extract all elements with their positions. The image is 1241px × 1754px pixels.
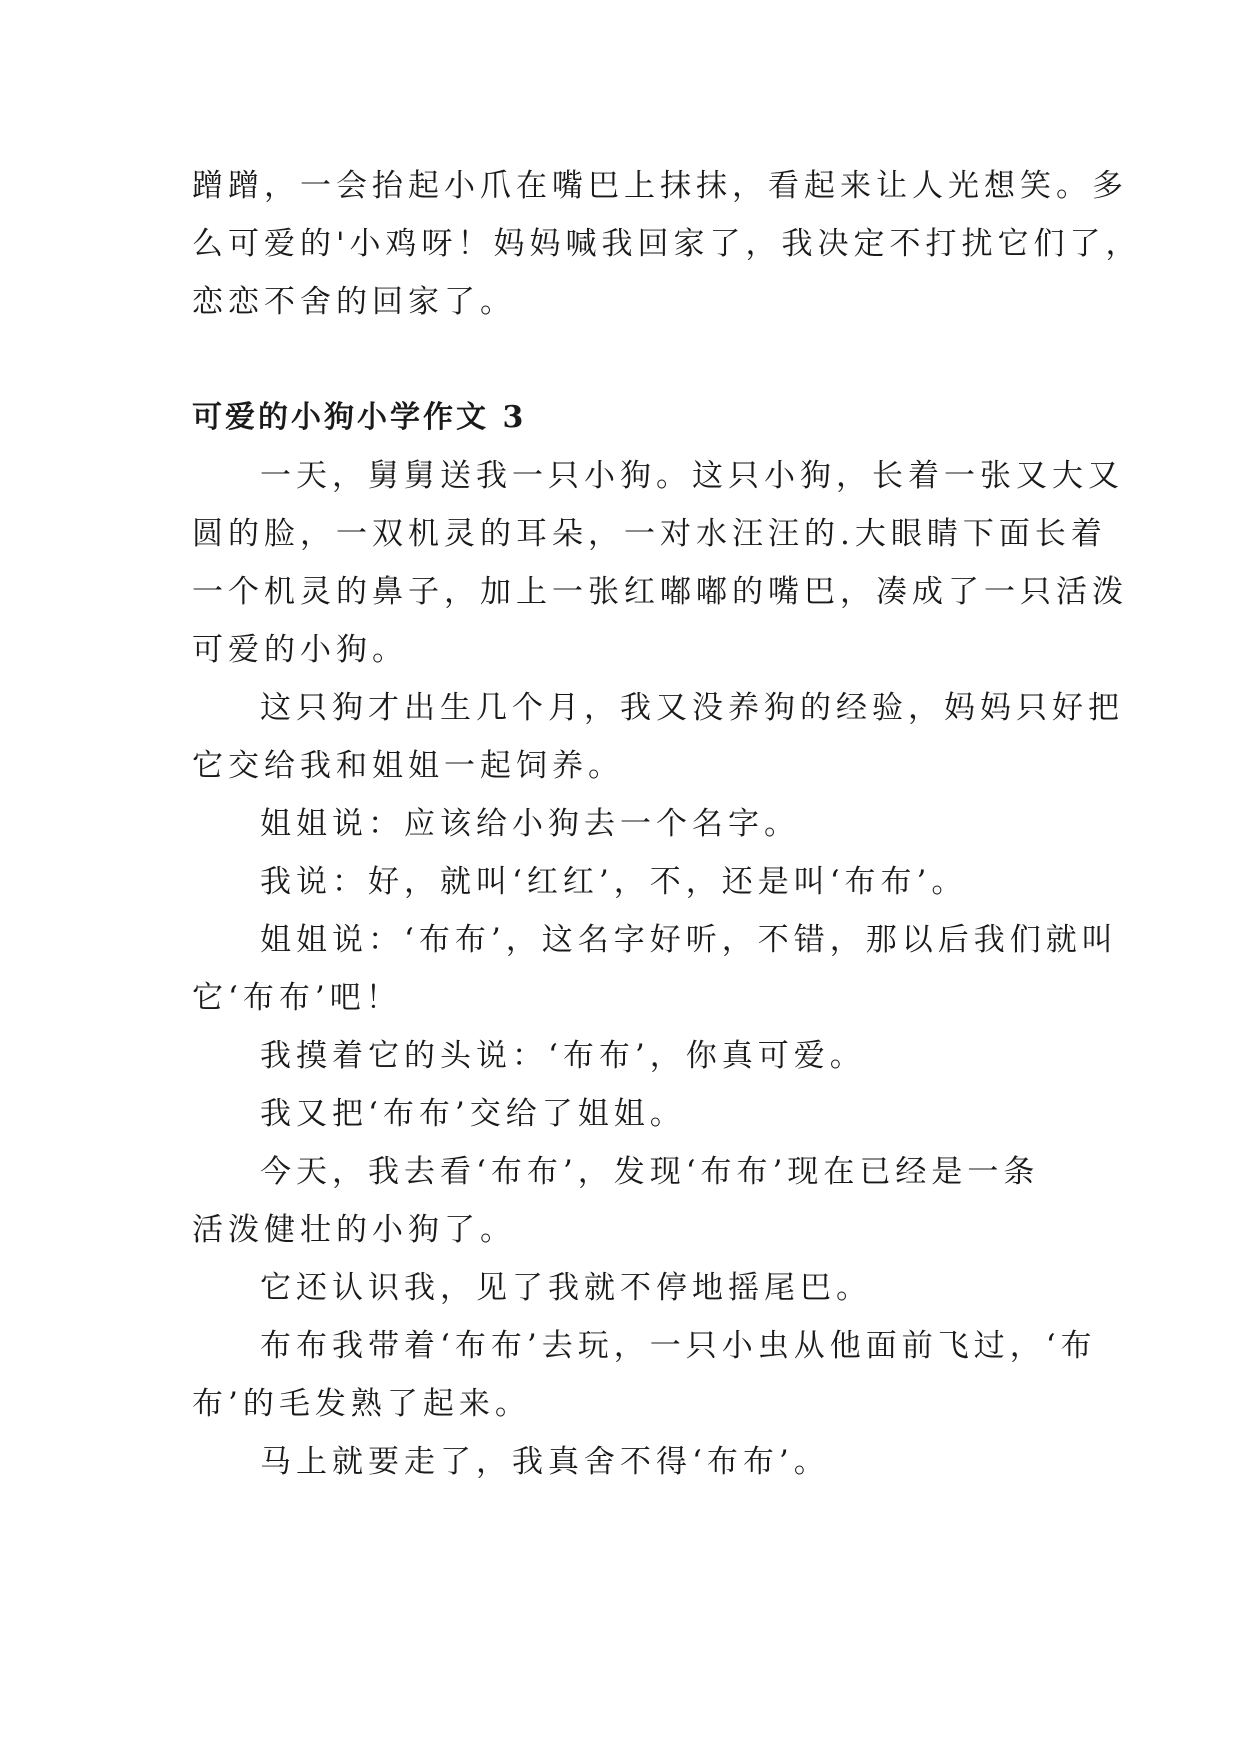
body-line: 我说：好，就叫‘红红’，不，还是叫‘布布’。 [260, 864, 968, 900]
intro-line: 恋恋不舍的回家了。 [192, 284, 516, 320]
essay-body [192, 447, 1128, 1491]
body-line: 这只狗才出生几个月，我又没养狗的经验，妈妈只好把 [260, 690, 1124, 726]
body-line: 它交给我和姐姐一起饲养。 [192, 748, 624, 784]
body-line: 圆的脸，一双机灵的耳朵，一对水汪汪的.大眼睛下面长着 [192, 516, 1107, 552]
intro-line: 蹭蹭，一会抬起小爪在嘴巴上抹抹，看起来让人光想笑。多 [192, 168, 1128, 204]
body-line: 我又把‘布布’交给了姐姐。 [260, 1096, 686, 1132]
body-line: 姐姐说：应该给小狗去一个名字。 [260, 806, 800, 842]
body-line: 姐姐说：‘布布’，这名字好听，不错，那以后我们就叫 [260, 922, 1118, 958]
body-line: 一个机灵的鼻子，加上一张红嘟嘟的嘴巴，凑成了一只活泼 [192, 574, 1128, 610]
body-line: 布’的毛发熟了起来。 [192, 1386, 531, 1422]
body-line: 它‘布布’吧！ [192, 980, 402, 1016]
body-line: 活泼健壮的小狗了。 [192, 1212, 516, 1248]
essay-title: 可爱的小狗小学作文 3 [192, 400, 527, 435]
body-line: 我摸着它的头说：‘布布’，你真可爱。 [260, 1038, 866, 1074]
body-line: 一天，舅舅送我一只小狗。这只小狗，长着一张又大又 [260, 458, 1124, 494]
intro-line: 么可爱的'小鸡呀！妈妈喊我回家了，我决定不打扰它们了， [192, 226, 1142, 262]
body-line: 马上就要走了，我真舍不得‘布布’。 [260, 1444, 830, 1480]
body-line: 它还认识我，见了我就不停地摇尾巴。 [260, 1270, 872, 1306]
body-line: 今天，我去看‘布布’，发现‘布布’现在已经是一条 [260, 1154, 1040, 1190]
body-line: 布布我带着‘布布’去玩，一只小虫从他面前飞过，‘布 [260, 1328, 1097, 1364]
intro-paragraph [192, 157, 1142, 331]
body-line: 可爱的小狗。 [192, 632, 408, 668]
